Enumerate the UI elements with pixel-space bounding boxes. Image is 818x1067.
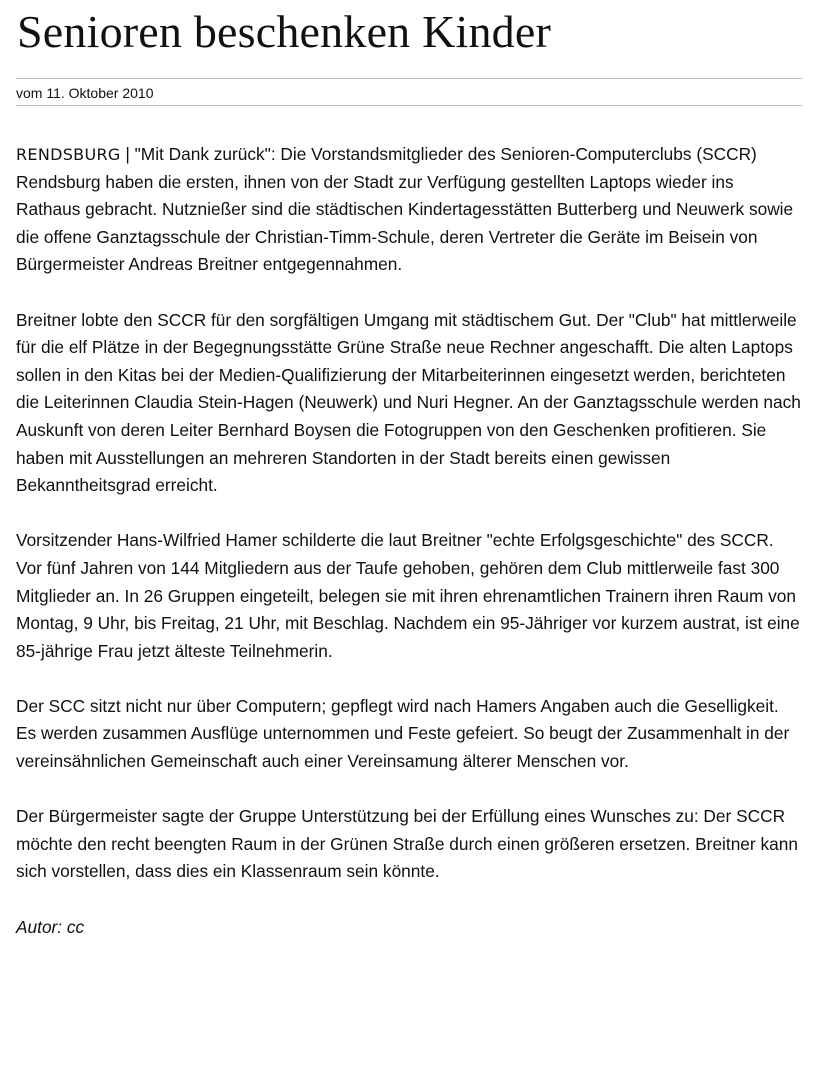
article-paragraph: Der Bürgermeister sagte der Gruppe Unterstützung bei der Erfüllung eines Wunsches zu: Der SCCR möchte den recht beengten Raum in der Grünen Straße durch einen größeren ersetzen. Breitner kann sich vorstellen, dass dies ein Klassenraum sein könnte.	[16, 806, 798, 882]
paragraph-text: "Mit Dank zurück": Die Vorstandsmitglieder des Senioren-Computerclubs (SCCR) Rendsburg haben die ersten, ihnen von der Stadt zur Verfügung gestellten Laptops wieder ins Rathaus gebracht. Nutznießer sind die städtischen Kindertagesstätten Butterberg und Neuwerk sowie die offene Ganztagsschule der Christian-Timm-Schule, deren Vertreter die Geräte im Beisein von Bürgermeister Andreas Breitner entgegennahmen.	[16, 144, 794, 275]
article-body	[16, 141, 802, 941]
article-dateline: vom 11. Oktober 2010	[16, 78, 802, 106]
article-paragraph: Breitner lobte den SCCR für den sorgfältigen Umgang mit städtischem Gut. Der "Club" hat mittlerweile für die elf Plätze in der Begegnungsstätte Grüne Straße neue Rechner angeschafft. Die alten Laptops sollen in den Kitas bei der Medien-Qualifizierung der Mitarbeiterinnen eingesetzt werden, berichteten die Leiterinnen Claudia Stein-Hagen (Neuwerk) und Nuri Hegner. An der Ganztagsschule werden nach Auskunft von deren Leiter Bernhard Boysen die Fotogruppen von den Geschenken profitieren. Sie haben mit Ausstellungen an mehreren Standorten in der Stadt bereits einen gewissen Bekanntheitsgrad erreicht.	[16, 309, 801, 496]
place-separator: |	[120, 144, 135, 164]
article-place: RENDSBURG	[16, 145, 121, 164]
article-headline: Senioren beschenken Kinder	[17, 6, 552, 57]
article	[16, 0, 802, 969]
article-paragraph	[16, 141, 802, 279]
article-paragraph: Vorsitzender Hans-Wilfried Hamer schilderte die laut Breitner "echte Erfolgsgeschichte" des SCCR. Vor fünf Jahren von 144 Mitgliedern aus der Taufe gehoben, gehören dem Club mittlerweile fast 300 Mitglieder an. In 26 Gruppen eingeteilt, belegen sie mit ihren ehrenamtlichen Trainern ihren Raum von Montag, 9 Uhr, bis Freitag, 21 Uhr, mit Beschlag. Nachdem ein 95-Jähriger vor kurzem austrat, ist eine 85-jährige Frau jetzt älteste Teilnehmerin.	[16, 530, 800, 661]
article-paragraph: Der SCC sitzt nicht nur über Computern; gepflegt wird nach Hamers Angaben auch die Geselligkeit. Es werden zusammen Ausflüge unternommen und Feste gefeiert. So beugt der Zusammenhalt in der vereinsähnlichen Gemeinschaft auch einer Vereinsamung älterer Menschen vor.	[16, 695, 790, 772]
article-author: Autor: cc	[16, 916, 85, 937]
